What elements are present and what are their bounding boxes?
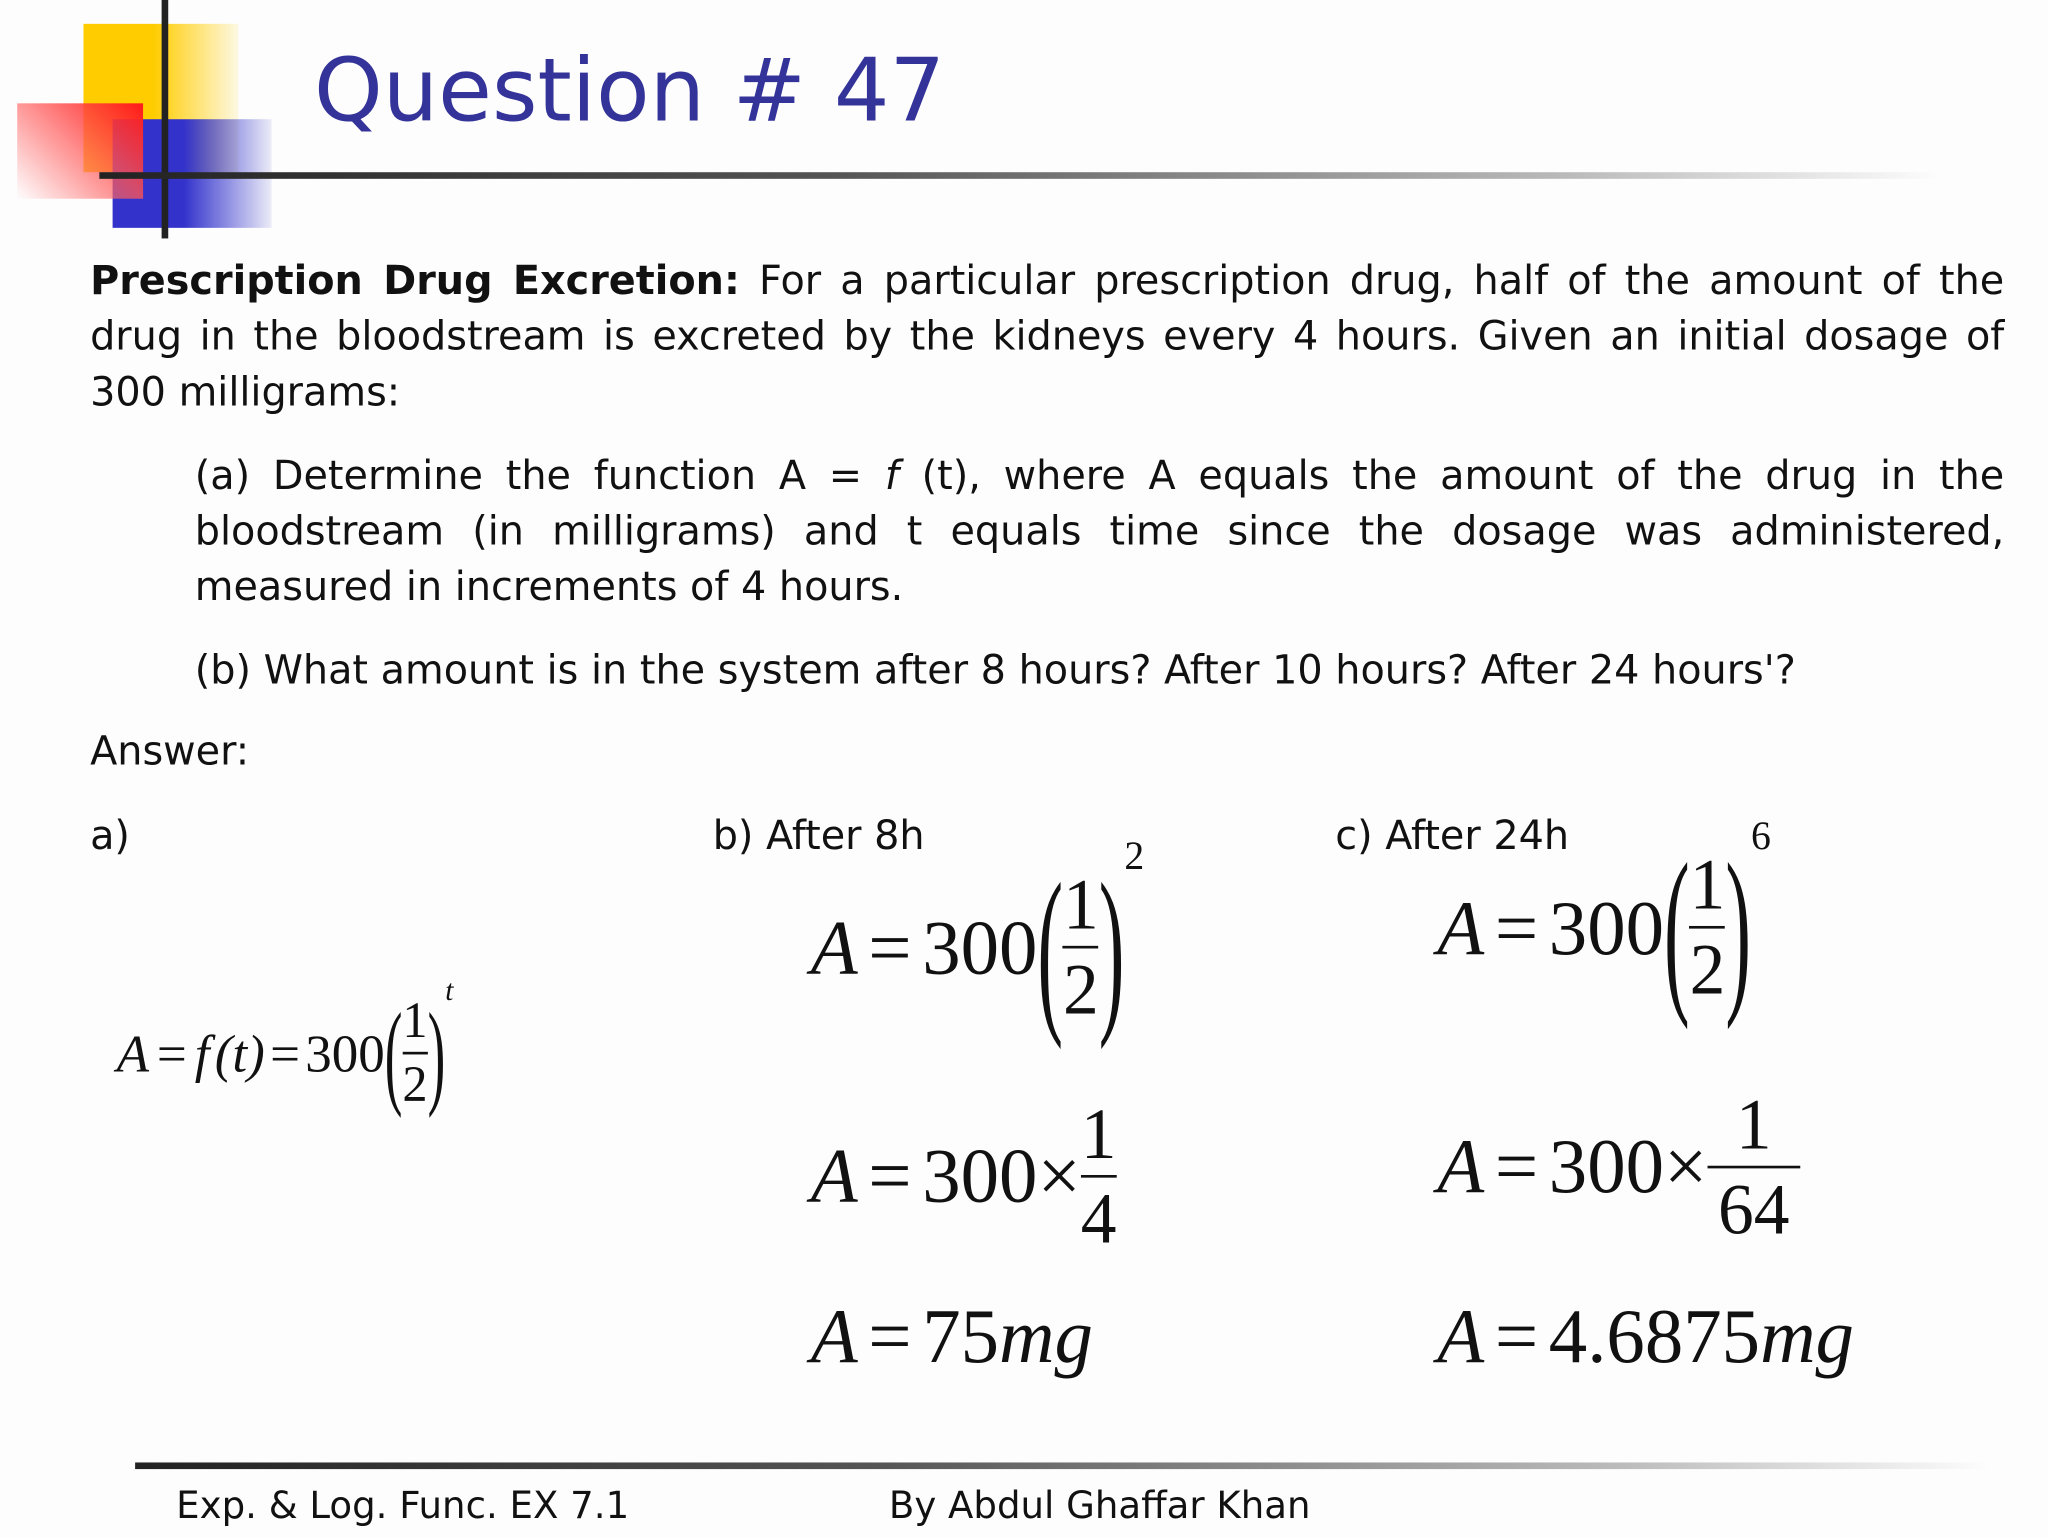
answer-c-label: c) After 24h [1335,813,1570,860]
formula-eq: = [868,1132,912,1219]
right-paren: ) [427,987,446,1119]
part-a-question [195,449,2005,616]
formula-b-result [811,1292,1093,1381]
formula-lhs: A [1437,1292,1485,1380]
left-paren: ( [384,987,403,1119]
denominator: 2 [1063,949,1099,1030]
formula-c-result [1437,1292,1854,1381]
result-unit: mg [999,1292,1093,1380]
problem-statement [90,254,2004,421]
formula-lhs: A [1437,1123,1485,1210]
formula-eq: = [1494,1123,1539,1210]
fraction-bar [1707,1165,1800,1168]
fraction-bar [1081,1174,1117,1177]
formula-lhs: A [810,1132,858,1219]
left-paren: ( [1037,843,1064,1051]
result-value: 75 [922,1292,1000,1380]
answer-a-label: a) [90,813,130,860]
result-unit: mg [1760,1292,1854,1380]
formula-coef: 300 [1548,884,1665,971]
formula-lhs: A [116,1023,149,1083]
formula-eq: = [156,1023,187,1083]
denominator: 2 [1689,929,1726,1010]
formula-coef: 300× [922,1132,1081,1219]
part-a-prefix: (a) Determine the function A = [194,453,885,500]
denominator: 64 [1717,1169,1790,1249]
answer-label: Answer: [90,728,250,775]
formula-lhs: A [810,1292,858,1380]
numerator: 1 [1063,865,1099,945]
fraction [1063,865,1099,1030]
problem-heading: Prescription Drug Excretion: [90,258,740,305]
formula-c1 [1437,815,1771,1040]
fraction [1080,1093,1117,1258]
right-paren: ) [1725,823,1752,1031]
logo-vertical-line [162,0,169,238]
formula-b1 [811,835,1145,1060]
formula-eq: = [270,1023,300,1083]
numerator: 1 [1735,1084,1772,1164]
fraction [1707,1084,1800,1249]
formula-coef: 300 [922,904,1038,991]
fraction-bar [1063,946,1099,949]
formula-eq: = [1494,884,1539,971]
formula-t: (t) [214,1023,265,1083]
formula-lhs: A [1437,884,1485,971]
part-b-question: (b) What amount is in the system after 8 hours? After 10 hours? After 24 hours'? [194,647,1796,695]
formula-f: f [194,1023,210,1083]
title-divider [99,172,1940,179]
denominator: 4 [1080,1178,1117,1258]
numerator: 1 [402,993,428,1050]
slide-title: Question # 47 [313,39,946,142]
fraction-bar [402,1052,427,1055]
left-paren: ( [1664,823,1690,1031]
exponent: 2 [1124,834,1145,879]
right-paren: ) [1098,843,1125,1051]
formula-lhs: A [810,904,858,991]
formula-b2 [811,1080,1117,1272]
footer-author: By Abdul Ghaffar Khan [888,1483,1311,1528]
formula-coef: 300× [1548,1123,1708,1210]
footer-left: Exp. & Log. Func. EX 7.1 [176,1483,630,1528]
formula-coef: 300 [305,1023,385,1083]
problem-text: For a particular prescription drug, half of the amount of the drug in the bloodstream is excreted by the kidneys every 4 hours. Given an initial dosage of 300 milligrams: [90,258,2005,416]
part-a-f: f [884,453,899,500]
numerator: 1 [1080,1093,1117,1174]
formula-a [117,974,454,1133]
exponent: 6 [1751,814,1771,859]
answer-b-label: b) After 8h [712,813,925,860]
numerator: 1 [1689,845,1726,925]
part-a-rest: (t), where A equals the amount of the drug in the bloodstream (in milligrams) and t equals time since the dosage was administered, measured in increments of 4 hours. [194,453,2005,611]
logo-red-square [17,103,143,198]
footer-divider [135,1462,1990,1469]
exponent: t [445,973,454,1007]
fraction [402,993,428,1113]
fraction-bar [1690,926,1726,929]
formula-eq: = [868,1292,912,1380]
formula-eq: = [868,904,912,991]
formula-c2 [1437,1070,1800,1262]
result-value: 4.6875 [1548,1292,1761,1380]
fraction [1689,845,1726,1010]
formula-eq: = [1494,1292,1539,1380]
denominator: 2 [402,1057,428,1113]
